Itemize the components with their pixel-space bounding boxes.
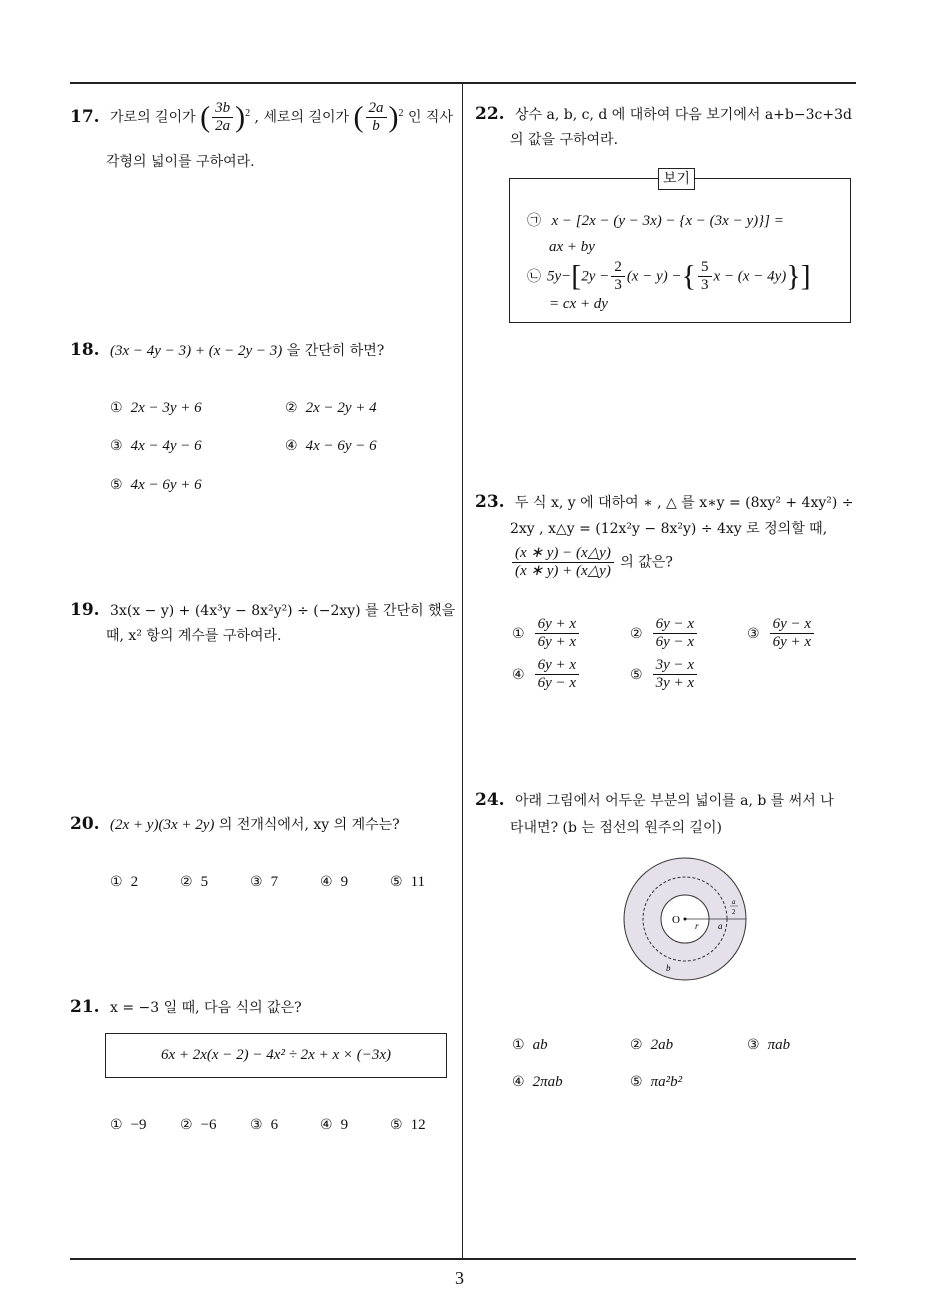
label-center: O bbox=[672, 914, 680, 926]
choice-4[interactable]: ④ 4x − 6y − 6 bbox=[285, 438, 377, 454]
question-text: 두 식 x, y 에 대하여 ∗ , △ 를 x∗y = (8xy² + 4xy²) ÷ bbox=[515, 495, 854, 511]
choice-3[interactable]: ③ 4x − 4y − 6 bbox=[110, 438, 202, 454]
question-text: 인 직사 bbox=[407, 109, 453, 126]
question-text: 의 전개식에서, xy 의 계수는? bbox=[218, 817, 400, 833]
question-text: 가로의 길이가 bbox=[110, 109, 196, 126]
choice-5[interactable]: ⑤ 11 bbox=[390, 874, 426, 890]
fraction: $\frac{(x ∗ y) - (x\triangle y)}{(x ∗ y) + (x\triangle y)}$ bbox=[512, 545, 614, 580]
choice-3[interactable]: ③ 6 bbox=[250, 1117, 279, 1133]
choice-1[interactable]: ① ab bbox=[512, 1037, 548, 1053]
choice-2[interactable]: ② $\frac{6y - x}{6y - x}$ bbox=[630, 616, 699, 651]
page-number: 3 bbox=[455, 1268, 464, 1288]
question-text: x = −3 일 때, 다음 식의 값은? bbox=[110, 1000, 302, 1016]
expression-box bbox=[105, 1033, 447, 1078]
choice-3[interactable]: ③ 7 bbox=[250, 874, 279, 890]
fraction: $\frac{5}{3}$ bbox=[698, 259, 712, 294]
label-a-half-den: 2 bbox=[732, 908, 736, 916]
example-item-1: ㉠ x − [2x − (y − 3x) − {x − (3x − y)}] = bbox=[527, 213, 784, 229]
question-number: 24. bbox=[475, 790, 505, 810]
column-divider bbox=[462, 82, 463, 1259]
choice-1[interactable]: ① −9 bbox=[110, 1117, 147, 1133]
question-24-line2: 타내면? (b 는 점선의 원주의 길이) bbox=[510, 820, 722, 836]
choice-2[interactable]: ② 5 bbox=[180, 874, 209, 890]
question-17: 17. 가로의 길이가 ( $\frac{3b}{2a}$ )$^2$ , 세로의 길이가 ( $\frac{2a}{b}$ )$^2$ 인 직사 bbox=[70, 100, 453, 135]
label-b: b bbox=[666, 963, 671, 973]
choice-4[interactable]: ④ $\frac{6y + x}{6y - x}$ bbox=[512, 657, 581, 692]
question-22 bbox=[475, 100, 865, 129]
question-18 bbox=[70, 336, 384, 365]
question-number: 18. bbox=[70, 340, 100, 360]
choice-5[interactable]: ⑤ 12 bbox=[390, 1117, 426, 1133]
example-item-2-line2: = cx + dy bbox=[549, 296, 608, 312]
question-number: 21. bbox=[70, 997, 100, 1017]
choice-4[interactable]: ④ 9 bbox=[320, 874, 349, 890]
question-23-line2: 2xy , x△y = (12x²y − 8x²y) ÷ 4xy 로 정의할 때, bbox=[510, 521, 828, 537]
circled-marker: ㉡ bbox=[527, 268, 541, 285]
question-17-line2: 각형의 넓이를 구하여라. bbox=[106, 154, 255, 170]
math-expression: (3x − 4y − 3) + (x − 2y − 3) bbox=[110, 343, 283, 359]
question-22-line2: 의 값을 구하여라. bbox=[510, 132, 619, 148]
example-item-2: ㉡ 5y−[2y − $\frac{2}{3}$ (x − y) −{ $\frac{5}{3}$ x − (x − 4y)}] bbox=[527, 259, 811, 293]
center-dot bbox=[684, 918, 687, 921]
example-item-1-line2: ax + by bbox=[549, 239, 595, 255]
label-r: r bbox=[695, 921, 699, 931]
question-number: 19. bbox=[70, 600, 100, 620]
choice-1[interactable]: ① $\frac{6y + x}{6y + x}$ bbox=[512, 616, 581, 651]
choice-3[interactable]: ③ πab bbox=[747, 1037, 791, 1053]
question-text: 상수 a, b, c, d 에 대하여 다음 보기에서 a+b−3c+3d bbox=[515, 107, 852, 123]
fraction: $\frac{2a}{b}$ bbox=[366, 100, 387, 135]
annulus-figure bbox=[620, 856, 750, 986]
question-19-line2: 때, x² 항의 계수를 구하여라. bbox=[106, 628, 282, 644]
choice-2[interactable]: ② −6 bbox=[180, 1117, 217, 1133]
choice-1[interactable]: ① 2x − 3y + 6 bbox=[110, 400, 202, 416]
question-text: 3x(x − y) + (4x³y − 8x²y²) ÷ (−2xy) 를 간단히 했을 bbox=[110, 603, 456, 619]
math-expression: (2x + y)(3x + 2y) bbox=[110, 817, 215, 833]
question-19 bbox=[70, 596, 460, 625]
question-number: 23. bbox=[475, 492, 505, 512]
choice-5[interactable]: ⑤ πa²b² bbox=[630, 1074, 683, 1090]
question-23 bbox=[475, 488, 870, 517]
choice-1[interactable]: ① 2 bbox=[110, 874, 139, 890]
question-20 bbox=[70, 810, 400, 839]
label-a: a bbox=[718, 921, 723, 931]
choice-3[interactable]: ③ $\frac{6y - x}{6y + x}$ bbox=[747, 616, 816, 651]
question-text: 을 간단히 하면? bbox=[286, 343, 385, 359]
choice-4[interactable]: ④ 9 bbox=[320, 1117, 349, 1133]
question-number: 22. bbox=[475, 104, 505, 124]
choice-2[interactable]: ② 2ab bbox=[630, 1037, 674, 1053]
choice-5[interactable]: ⑤ $\frac{3y - x}{3y + x}$ bbox=[630, 657, 699, 692]
circled-marker: ㉠ bbox=[527, 213, 541, 229]
question-23-line3: $\frac{(x ∗ y) - (x\triangle y)}{(x ∗ y) + (x\triangle y)}$ 의 값은? bbox=[510, 545, 673, 580]
choice-5[interactable]: ⑤ 4x − 6y + 6 bbox=[110, 477, 202, 493]
question-text: 아래 그림에서 어두운 부분의 넓이를 a, b 를 써서 나 bbox=[515, 793, 834, 809]
choice-2[interactable]: ② 2x − 2y + 4 bbox=[285, 400, 377, 416]
label-a-half-num: a bbox=[732, 898, 736, 906]
fraction: $\frac{3b}{2a}$ bbox=[212, 100, 233, 135]
top-rule bbox=[70, 82, 856, 84]
math-expression: 6x + 2x(x − 2) − 4x² ÷ 2x + x × (−3x) bbox=[160, 1047, 392, 1063]
choice-4[interactable]: ④ 2πab bbox=[512, 1074, 563, 1090]
question-21 bbox=[70, 993, 302, 1022]
question-text: , 세로의 길이가 bbox=[254, 109, 350, 126]
example-box-label: 보기 bbox=[658, 168, 695, 190]
question-number: 17. bbox=[70, 106, 100, 127]
question-24 bbox=[475, 786, 870, 815]
question-number: 20. bbox=[70, 814, 100, 834]
fraction: $\frac{2}{3}$ bbox=[611, 259, 625, 294]
bottom-rule bbox=[70, 1258, 856, 1260]
